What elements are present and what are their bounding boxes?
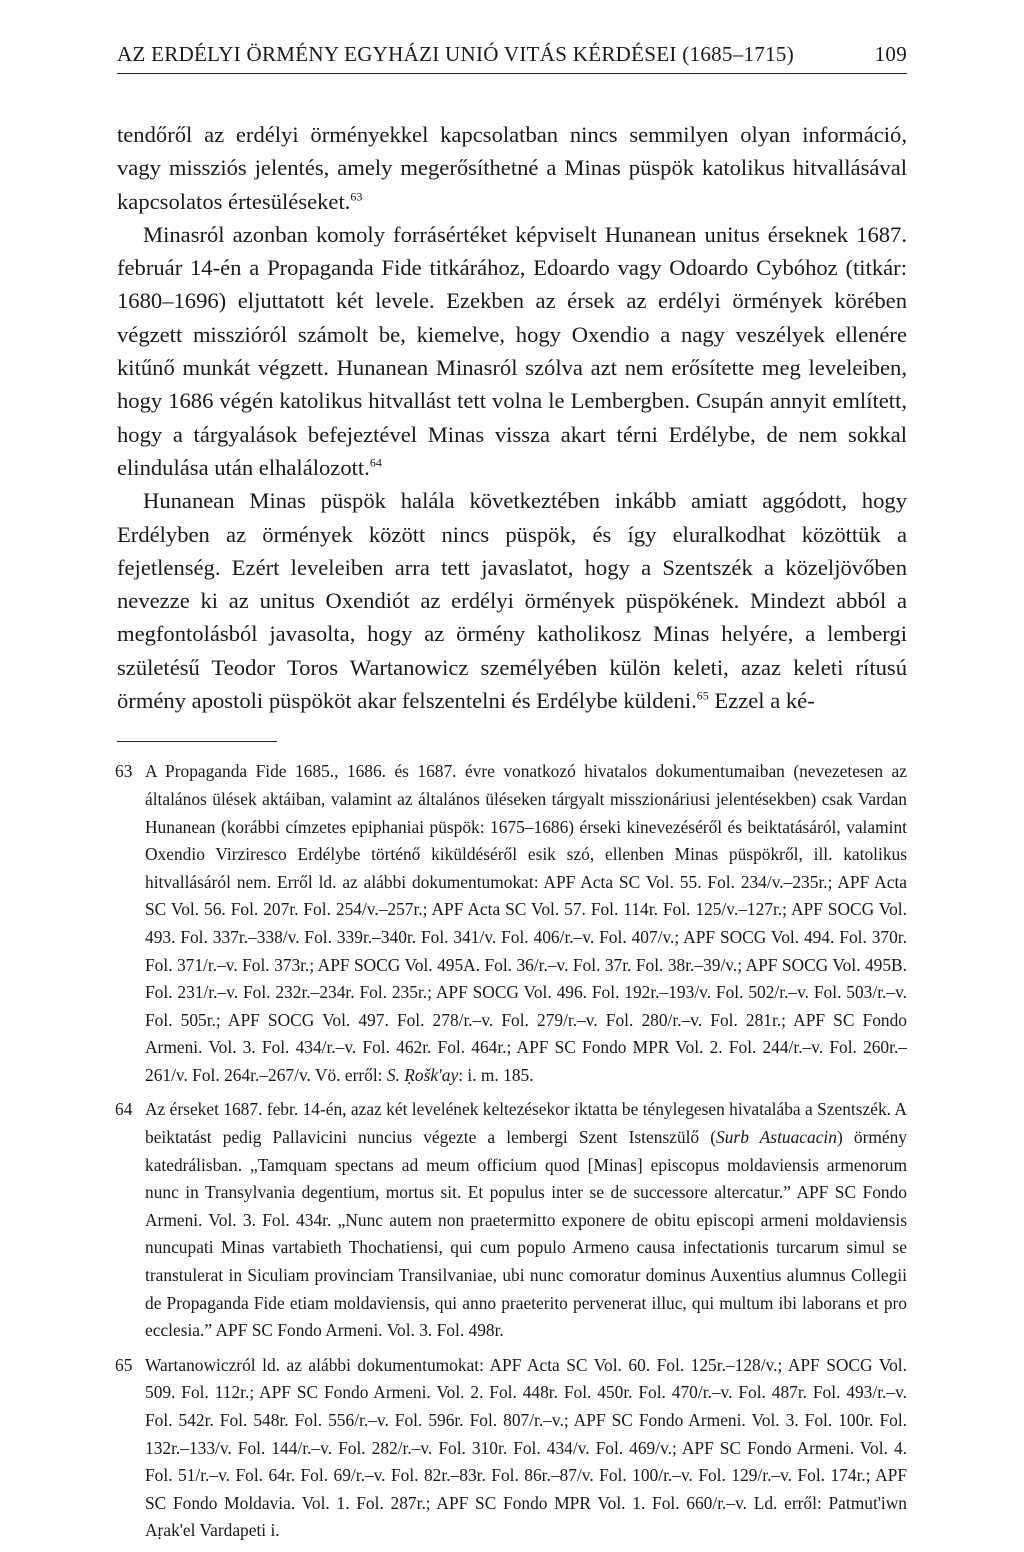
paragraph [117,118,907,218]
paragraph-text: tendőről az erdélyi örményekkel kapcsolatban nincs semmilyen olyan információ, vagy missziós jelentés, amely megerősíthetné a Minas püspök katolikus hitvallásával kapcsolatos értesüléseket. [117,122,907,214]
footnote-65 [117,1352,907,1545]
footnote-63 [117,758,907,1089]
running-header [117,42,907,74]
paragraph-text: Minasról azonban komoly forrásértéket képviselt Hunanean unitus érseknek 1687. február 14-én a Propaganda Fide titkárához, Edoardo vagy Odoardo Cybóhoz (titkár: 1680–1696) eljuttatott két levele. Ezekben az érsek az erdélyi örmények körében végzett misszióról számolt be, kiemelve, hogy Oxendio a nagy veszélyek ellenére kitűnő munkát végzett. Hunanean Minasról szólva azt nem erősítette meg leveleiben, hogy 1686 végén katolikus hitvallást tett volna le Lembergben. Csupán annyit említett, hogy a tárgyalások befejeztével Minas vissza akart térni Erdélybe, de nem sokkal elindulása után elhalálozott. [117,221,907,480]
footnote-ref[interactable]: 63 [350,189,363,204]
footnote-text: Az érseket 1687. febr. 14-én, azaz két levelének keltezésekor iktatta be ténylegesen hivatalába a Szentszék. A beiktatást pedig Pallavicini nuncius végezte a lembergi Szent Istenszülő ( [145,1099,907,1148]
running-title: AZ ERDÉLYI ÖRMÉNY EGYHÁZI UNIÓ VITÁS KÉRDÉSEI (1685–1715) [117,42,795,66]
footnote-text: Wartanowiczról ld. az alábbi dokumentumokat: APF Acta SC Vol. 60. Fol. 125r.–128/v.; APF SOCG Vol. 509. Fol. 112r.; APF SC Fondo Armeni. Vol. 2. Fol. 448r. Fol. 450r. Fol. 470/r.–v. Fol. 487r. Fol. 493/r.–v. Fol. 542r. Fol. 548r. Fol. 556/r.–v. Fol. 596r. Fol. 807/r.–v.; APF SC Fondo Armeni. Vol. 3. Fol. 100r. Fol. 132r.–133/v. Fol. 144/r.–v. Fol. 282/r.–v. Fol. 310r. Fol. 434/v. Fol. 469/v.; APF SC Fondo Armeni. Vol. 4. Fol. 51/r.–v. Fol. 64r. Fol. 69/r.–v. Fol. 82r.–83r. Fol. 86r.–87/v. Fol. 100/r.–v. Fol. 129/r.–v. Fol. 174r.; APF SC Fondo Moldavia. Vol. 1. Fol. 287r.; APF SC Fondo MPR Vol. 1. Fol. 660/r.–v. Ld. erről: Patmut'iwn Aṛak'el Vardapeti i. [145,1354,907,1541]
footnote-number: 63 [115,761,133,782]
footnote-italic: Surb Astuacacin [716,1127,837,1148]
paragraph [117,484,907,717]
paragraph-text: Hunanean Minas püspök halála következtében inkább amiatt aggódott, hogy Erdélyben az örmények között nincs püspök, és így eluralkodhat közöttük a fejetlenség. Ezért leveleiben arra tett javaslatot, hogy a Szentszék a közeljövőben nevezze ki az unitus Oxendiót az erdélyi örmények püspökének. Mindezt abból a megfontolásból javasolta, hogy az örmény katholikosz Minas helyére, a lembergi születésű Teodor Toros Wartanowicz személyében külön keleti, azaz keleti rítusú örmény apostoli püspököt akar felszentelni és Erdélybe küldeni. [117,488,907,714]
footnote-ref[interactable]: 64 [369,455,382,470]
footnote-italic: S. Ṛošk'ay [386,1064,459,1085]
footnote-text: A Propaganda Fide 1685., 1686. és 1687. évre vonatkozó hivatalos dokumentumaiban (nevezetesen az általános ülések aktáiban, valamint az általános üléseken tárgyalt misszionáriusi jelentésekben) csak Vardan Hunanean (korábbi címzetes epiphaniai püspök: 1675–1686) érseki kinevezéséről és beiktatásáról, valamint Oxendio Virziresco Erdélybe történő kiküldéséről esik szó, ellenben Minas püspökről, ill. katolikus hitvallásáról nem. Erről ld. az alábbi dokumentumokat: APF Acta SC Vol. 55. Fol. 234/v.–235r.; APF Acta SC Vol. 56. Fol. 207r. Fol. 254/v.–257r.; APF Acta SC Vol. 57. Fol. 114r. Fol. 125/v.–127r.; APF SOCG Vol. 493. Fol. 337r.–338/v. Fol. 339r.–340r. Fol. 341/v. Fol. 406/r.–v. Fol. 407/v.; APF SOCG Vol. 494. Fol. 370r. Fol. 371/r.–v. Fol. 373r.; APF SOCG Vol. 495A. Fol. 36/r.–v. Fol. 37r. Fol. 38r.–39/v.; APF SOCG Vol. 495B. Fol. 231/r.–v. Fol. 232r.–234r. Fol. 235r.; APF SOCG Vol. 496. Fol. 192r.–193/v. Fol. 502/r.–v. Fol. 503/r.–v. Fol. 505r.; APF SOCG Vol. 497. Fol. 278/r.–v. Fol. 279/r.–v. Fol. 280/r.–v. Fol. 281r.; APF SC Fondo Armeni. Vol. 3. Fol. 434/r.–v. Fol. 462r. Fol. 464r.; APF SC Fondo MPR Vol. 2. Fol. 244/r.–v. Fol. 260r.–261/v. Fol. 264r.–267/v. Vö. erről: [145,761,907,1085]
page [117,42,907,1552]
paragraph-text-tail: Ezzel a ké- [708,688,815,714]
footnote-ref[interactable]: 65 [696,688,709,703]
footnotes [117,758,907,1545]
footnote-64 [117,1096,907,1344]
page-number: 109 [874,42,907,66]
footnote-number: 64 [115,1099,133,1120]
paragraph [117,218,907,484]
footnote-number: 65 [115,1354,133,1375]
footnote-text-tail: ) örmény katedrálisban. „Tamquam spectans ad meum officium quod [Minas] episcopus moldaviensis armenorum nunc in Transylvania degentium, mortus sit. Et populus inter se de successore altercatur.” APF SC Fondo Armeni. Vol. 3. Fol. 434r. „Nunc autem non praetermitto exponere de obitu episcopi armeni moldaviensis nuncupati Minas vartabieth Thochatiensi, qui cum populo Armeno causa infectationis turcarum simul se transtulerat in Siculiam provinciam Transilvaniae, ubi nunc comoratur dominus Auxentius alumnus Collegii de Propaganda Fide etiam moldaviensis, qui anno praeterito pervenerat illuc, qui multum ibi laborans et pro ecclesia.” APF SC Fondo Armeni. Vol. 3. Fol. 498r. [145,1127,907,1341]
footnote-divider [117,741,277,742]
main-text [117,118,907,717]
footnote-text-tail: : i. m. 185. [458,1064,534,1085]
